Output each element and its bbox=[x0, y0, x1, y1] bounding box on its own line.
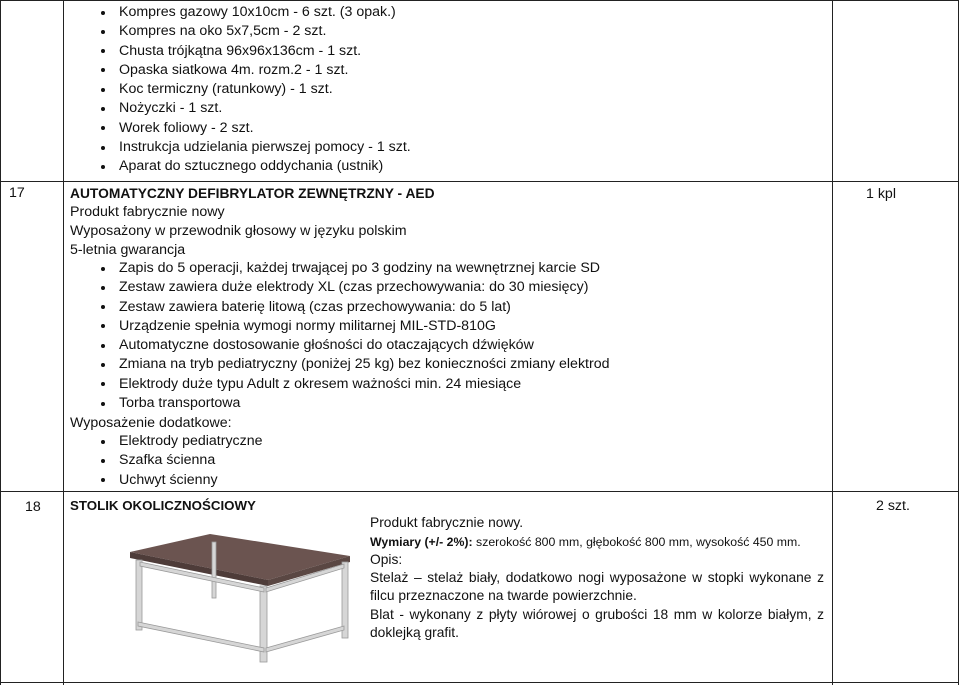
aed-line-warranty: 5-letnia gwarancja bbox=[70, 242, 186, 258]
table-title: STOLIK OKOLICZNOŚCIOWY bbox=[70, 498, 256, 513]
coffee-table-photo bbox=[118, 520, 358, 670]
table-quantity: 2 szt. bbox=[876, 498, 910, 514]
list-item: Nożyczki - 1 szt. bbox=[99, 99, 411, 118]
dimensions-text: szerokość 800 mm, głębokość 800 mm, wysokość 450 mm. bbox=[476, 535, 801, 549]
table-border-bottom bbox=[0, 682, 959, 683]
list-item: Zmiana na tryb pediatryczny (poniżej 25 kg) bez konieczności zmiany elektrod bbox=[99, 355, 610, 374]
aed-extras-list bbox=[99, 432, 263, 490]
list-item: Urządzenie spełnia wymogi normy militarnej MIL-STD-810G bbox=[99, 317, 610, 336]
table-desc-dimensions bbox=[370, 533, 824, 551]
list-item: Automatyczne dostosowanie głośności do otaczających dźwięków bbox=[99, 336, 610, 355]
list-item: Zestaw zawiera baterię litową (czas przechowywania: do 5 lat) bbox=[99, 298, 610, 317]
column-divider-2 bbox=[832, 0, 833, 685]
column-divider-1 bbox=[63, 0, 64, 685]
table-border-right bbox=[958, 0, 959, 685]
list-item: Koc termiczny (ratunkowy) - 1 szt. bbox=[99, 80, 411, 99]
table-description bbox=[370, 514, 824, 642]
list-item: Uchwyt ścienny bbox=[99, 471, 263, 490]
dimensions-label: Wymiary (+/- 2%): bbox=[370, 535, 473, 549]
first-aid-kit-list bbox=[99, 3, 411, 177]
list-item: Zestaw zawiera duże elektrody XL (czas przechowywania: do 30 miesięcy) bbox=[99, 278, 610, 297]
aed-line-voice: Wyposażony w przewodnik głosowy w języku polskim bbox=[70, 223, 407, 239]
list-item: Torba transportowa bbox=[99, 394, 610, 413]
aed-line-new: Produkt fabrycznie nowy bbox=[70, 204, 225, 220]
table-desc-opis: Opis: bbox=[370, 552, 403, 567]
list-item: Szafka ścienna bbox=[99, 451, 263, 470]
list-item: Worek foliowy - 2 szt. bbox=[99, 119, 411, 138]
row-divider-18 bbox=[0, 491, 959, 492]
row-number-18: 18 bbox=[25, 499, 41, 515]
list-item: Opaska siatkowa 4m. rozm.2 - 1 szt. bbox=[99, 61, 411, 80]
list-item: Kompres na oko 5x7,5cm - 2 szt. bbox=[99, 22, 411, 41]
aed-extras-label: Wyposażenie dodatkowe: bbox=[70, 415, 232, 431]
table-desc-new: Produkt fabrycznie nowy. bbox=[370, 515, 524, 530]
table-desc-top: Blat - wykonany z płyty wiórowej o grubości 18 mm w kolorze białym, z doklejką grafit. bbox=[370, 607, 824, 640]
list-item: Aparat do sztucznego oddychania (ustnik) bbox=[99, 157, 411, 176]
row-number-17: 17 bbox=[9, 185, 25, 201]
list-item: Kompres gazowy 10x10cm - 6 szt. (3 opak.) bbox=[99, 3, 411, 22]
row-divider-17 bbox=[0, 181, 959, 182]
aed-features-list bbox=[99, 259, 610, 413]
table-border-top bbox=[0, 0, 959, 1]
aed-quantity: 1 kpl bbox=[866, 186, 896, 202]
list-item: Elektrody pediatryczne bbox=[99, 432, 263, 451]
list-item: Instrukcja udzielania pierwszej pomocy - 1 szt. bbox=[99, 138, 411, 157]
table-desc-frame: Stelaż – stelaż biały, dodatkowo nogi wyposażone w stopki wykonane z filcu przeznaczone na twarde powierzchnie. bbox=[370, 570, 824, 603]
list-item: Chusta trójkątna 96x96x136cm - 1 szt. bbox=[99, 42, 411, 61]
table-border-left bbox=[0, 0, 1, 685]
aed-title: AUTOMATYCZNY DEFIBRYLATOR ZEWNĘTRZNY - AED bbox=[70, 186, 435, 201]
list-item: Zapis do 5 operacji, każdej trwającej po 3 godziny na wewnętrznej karcie SD bbox=[99, 259, 610, 278]
list-item: Elektrody duże typu Adult z okresem ważności min. 24 miesiące bbox=[99, 375, 610, 394]
